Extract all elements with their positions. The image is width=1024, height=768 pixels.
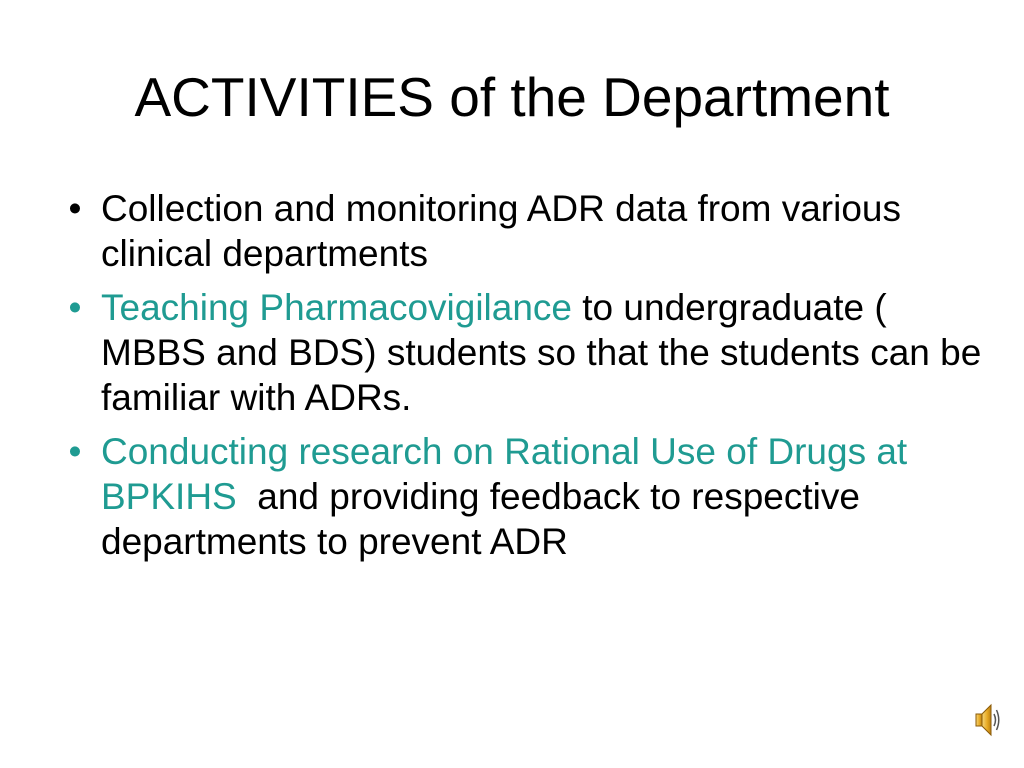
speaker-icon[interactable] xyxy=(974,700,1002,740)
bullet-item-teaching xyxy=(60,285,990,420)
bullet-marker: • xyxy=(68,287,82,328)
bullet-marker: • xyxy=(68,188,82,229)
bullet-text: to undergraduate ( MBBS and BDS) students so that the students can be familiar with ADRs. xyxy=(101,287,982,418)
bullet-item-research xyxy=(60,429,990,564)
bullet-item-collection xyxy=(60,186,990,276)
bullet-text: and providing feedback to respective departments to prevent ADR xyxy=(101,476,871,562)
bullet-text: Collection and monitoring ADR data from various clinical departments xyxy=(101,188,901,274)
bullet-marker: • xyxy=(68,431,82,472)
bullet-list xyxy=(60,186,990,573)
slide-title: ACTIVITIES of the Department xyxy=(134,66,890,128)
bullet-highlight: Teaching Pharmacovigilance xyxy=(101,287,572,328)
bullet-highlight: Conducting research on Rational Use of Drugs at BPKIHS xyxy=(101,431,908,517)
